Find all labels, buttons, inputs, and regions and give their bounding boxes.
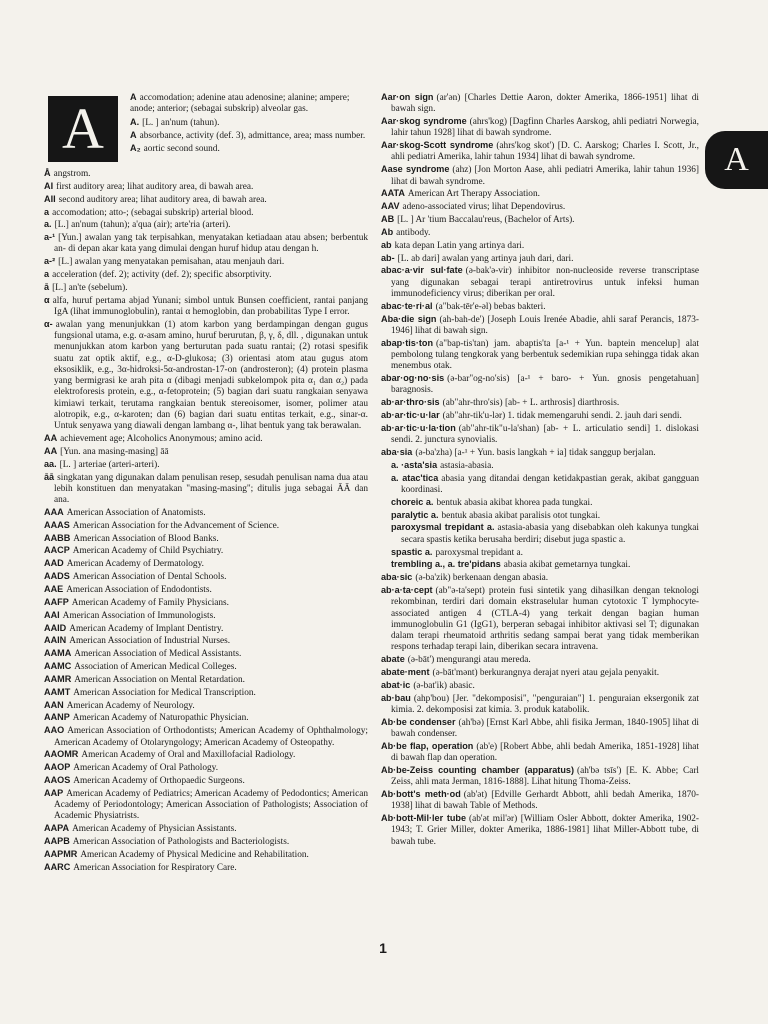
entry-headword: AAMT [44,686,71,697]
entry-definition: abasia yang ditandai dengan ketidakpastian gerak, akibat gangguan koordinasi. [401,473,699,495]
entry-headword: AABB [44,532,71,543]
entry-headword: AAIN [44,635,67,646]
entry-headword: AA [44,445,58,456]
dictionary-entry [381,116,699,140]
entry-headword: AADS [44,571,70,582]
entry-headword: trembling a., a. tre'pidans [391,559,501,570]
entry-headword: A [130,92,137,102]
dictionary-entry [44,194,368,206]
dictionary-entry [44,700,368,712]
dictionary-entry [381,654,699,666]
dictionary-entry [381,397,699,409]
entry-definition: alfa, huruf pertama abjad Yunani; simbol untuk Bunsen coefficient, rantai panjang IgA (lihat immunoglobulin), rantai α hemoglobin, dan probabilitas Type I error. [52,295,368,318]
entry-headword: abac·te·ri·al [381,300,433,311]
section-letter-block: A [48,96,118,162]
entry-headword: Ab [381,226,394,237]
dictionary-entry [391,497,699,509]
entry-headword: AATA [381,188,405,199]
dictionary-entry [44,635,368,647]
entry-headword: aba·sia [381,446,413,457]
dictionary-entry [381,140,699,164]
entry-definition: [L.] awalan yang menyatakan pemisahan, atau menjauh dari. [58,257,285,268]
entry-definition: paroxysmal trepidant a. [435,547,523,558]
dictionary-entry [381,314,699,338]
entry-definition: (ab"ahr-thro'sis) [ab- + L. arthrosis] diarthrosis. [442,398,620,409]
dictionary-entry [381,741,699,765]
entry-headword: A. [130,116,140,127]
entry-definition: (ə-bar"og-no'sis) [a-¹ + baro- + Yun. gnosis pengetahuan] baragnosis. [391,374,699,396]
dictionary-entry [44,788,368,823]
dictionary-entry [381,265,699,300]
dictionary-entry [44,862,368,874]
entry-headword: ab·ar·tic·u·lar [381,410,440,420]
dictionary-entry [381,693,699,717]
entry-headword: Aba·die sign [381,313,437,324]
entry-definition: singkatan yang digunakan dalam penulisan resep, sesudah penulisan nama dua atau lebih konstituen dan menyatakan "masing-masing"; ditulis juga sebagai ĀĀ dan ana. [54,472,368,506]
dictionary-entry [381,227,699,239]
dictionary-entry [44,319,368,433]
entry-definition: awalan yang menunjukkan (1) atom karbon yang berdampingan dengan gugus fungsional utama, e.g. α-asam amino, huruf berurutan, β, γ, δ, dll. , digunakan untuk menunjukkan atom karbon yang berturutan pada suatu rantai; (2) rotasi spesifik suatu zat optik aktif, e.g., α-D-glukosa; (3) orientasi atom atau gugus atom eksosiklik, e.g., 3α-hidroksi-5α-androstan-17-on (androsteron); (4) protein plasma yang bermigrasi ke arah pita α (dibagi menjadi subkelompok pita α₁ dan α₂) pada elektroforesis protein, e.g., α-fetoprotein; (5) bagian dari suatu rangkaian senyawa kimiawi terkait, terutama rangkaian bentuk stereoisomer, isomer, polimer atau alotropik, e.g., α-karoten; dan (6) bagian dari suatu entitas terkait, e.g., sinar-α. Untuk senyawa yang diawali dengan lambang α-, lihat bentuk yang tak berawalan. [54,319,368,432]
dictionary-entry [44,648,368,660]
dictionary-entry [391,473,699,497]
dictionary-entry [44,610,368,622]
entry-headword: AAI [44,609,60,620]
dictionary-entry [381,214,699,226]
entry-headword: AANP [44,712,70,723]
dictionary-entry [44,849,368,861]
entry-headword: AAAS [44,519,70,530]
entry-definition: American Academy of Implant Dentistry. [69,623,224,634]
entry-definition: (ahrs'kog skot') [D. C. Aarskog; Charles I. Scott, Jr., ahli pediatri Amerika, lahir tahun 1934] lihat di bawah syndrome. [391,141,699,163]
entry-headword: AAMC [44,661,72,672]
entry-headword: āā [44,471,55,482]
dictionary-entry [44,725,368,749]
entry-definition: American Academy of Orthopaedic Surgeons. [73,776,245,787]
entry-definition: American Academy of Naturopathic Physician. [72,713,249,724]
entry-definition: astasia-abasia yang disebabkan oleh kakunya tungkai secara spastis ketika berusaha berdiri; disebut juga spastic a. [401,523,700,545]
entry-headword: a. atac'tica [391,472,439,483]
entry-definition: acceleration (def. 2); activity (def. 2); specific absorptivity. [52,270,272,281]
dictionary-entry [44,571,368,583]
dictionary-entry [44,674,368,686]
entry-definition: accomodation; adenine atau adenosine; alanine; ampere; anode; anterior; (sebagai subskrip) alveolar gas. [130,93,350,115]
entry-definition: American Association of Anatomists. [66,507,206,518]
entry-headword: AAPA [44,823,70,834]
entry-headword: Ab·be flap, operation [381,740,474,751]
entry-definition: [L.] an'num (tahun); a'qua (air); arte'ria (arteri). [54,220,231,231]
dictionary-entry [381,789,699,813]
dictionary-entry [44,459,368,471]
entry-headword: AAOP [44,762,71,773]
entry-headword: Ab·be condenser [381,716,456,727]
dictionary-entry [44,762,368,774]
right-column [381,92,699,848]
dictionary-entry [44,207,368,219]
entry-definition: astasia-abasia. [440,460,494,471]
entry-definition: American Association of Endodontists. [66,584,212,595]
dictionary-entry [381,667,699,679]
dictionary-entry [44,219,368,231]
entry-headword: ab·ar·tic·u·la·tion [381,422,456,433]
entry-definition: American Association for the Advancement of Science. [72,520,280,531]
entry-headword: AAN [44,699,64,710]
entry-definition: (ab"ahr-tik"u-la'shan) [ab- + L. articulatio sendi] 1. dislokasi sendi. 2. junctura synovialis. [391,423,699,446]
dictionary-entry [381,373,699,397]
entry-definition: (ab'ət mil'ər) [William Osler Abbott, dokter Amerika, 1902-1943; T. Grier Miller, dokter Amerika, 1886-1981] lihat Miller-Abbott tube, di bawah tube. [391,814,699,847]
dictionary-entry [381,164,699,188]
entry-definition: American Academy of Physical Medicine and Rehabilitation. [80,849,309,860]
entry-definition: first auditory area; lihat auditory area, di bawah area. [56,181,254,192]
dictionary-entry [44,712,368,724]
entry-headword: α- [44,318,53,329]
entry-headword: Ab·bott-Mil·ler tube [381,813,467,824]
entry-definition: abasia akibat gemetarnya tungkai. [503,560,631,571]
dictionary-entry [391,559,699,571]
dictionary-entry [44,597,368,609]
dictionary-entry [391,510,699,522]
entry-headword: paralytic a. [391,509,439,520]
entry-definition: (ahz) [Jon Morton Aase, ahli pediatri Amerika, lahir tahun 1936] lihat di bawah syndrome. [391,165,699,187]
entry-headword: α [44,294,50,305]
entry-definition: American Association of Pathologists and Bacteriologists. [72,837,290,848]
dictionary-entry [44,520,368,532]
dictionary-entry [44,558,368,570]
dictionary-entry [44,836,368,848]
entry-headword: abac·a·vir sul·fate [381,265,463,276]
dictionary-entry [44,533,368,545]
entry-definition: American Association for Medical Transcription. [73,687,256,698]
entry-definition: American Association of Medical Assistants. [74,649,242,660]
entry-definition: accomodation; atto-; (sebagai subskrip) arterial blood. [52,207,254,218]
entry-definition: (ah'bə) [Ernst Karl Abbe, ahli fisika Jerman, 1840-1905] lihat di bawah condenser. [391,717,699,739]
dictionary-entry [44,168,368,180]
dictionary-entry [381,423,699,447]
entry-headword: AARC [44,861,71,872]
entry-headword: a [44,269,50,280]
entry-definition: American Art Therapy Association. [407,189,540,200]
entry-headword: AAPB [44,836,70,847]
entry-definition: (ə-ba'zha) [a-¹ + Yun. basis langkah + ia] tidak sanggup berjalan. [415,447,656,458]
dictionary-entry [44,181,368,193]
entry-definition: (ə-bāt') mengurangi atau mereda. [407,655,531,666]
entry-headword: Aase syndrome [381,164,450,175]
dictionary-entry [44,282,368,294]
dictionary-entry [391,547,699,559]
entry-definition: adeno-associated virus; lihat Dependovirus. [402,202,566,213]
entry-definition: (ab"ə-ta'sept) protein fusi sintetik yang dihasilkan dengan teknologi rekombinan, terdiri dari domain ekstraselular human cytotoxic T lymphocyte-associated antigen 4 (CTLA-4) yang terkait dengan bagian human immunoglobulin G1 (IgG1), berperan sebagai inhibitor aktivasi sel T; digunakan dalam terapi rheumatoid arthritis sedang sampai berat yang tidak memberikan respons terhadap terapi lain, diberikan secara intravena. [391,586,699,653]
entry-headword: spastic a. [391,546,433,557]
dictionary-entry [44,584,368,596]
dictionary-entry [381,585,699,654]
entry-headword: AAP [44,787,64,798]
entry-definition: [L.] an'te (sebelum). [52,283,128,293]
entry-headword: paroxysmal trepidant a. [391,522,495,533]
entry-headword: ab [381,239,392,250]
dictionary-entry [381,813,699,848]
entry-definition: American Academy of Oral and Maxillofacial Radiology. [81,750,296,761]
entry-headword: ab·ar·thro·sis [381,397,440,408]
page-number: 1 [379,940,387,956]
right-entry-list [381,92,699,848]
entry-definition: (ə-bat'ik) abasic. [413,680,475,691]
entry-headword: AAOMR [44,749,79,760]
entry-definition: American Association of Dental Schools. [72,572,227,583]
entry-headword: Ab·be-Zeiss counting chamber (apparatus) [381,764,574,775]
entry-definition: American Association of Orthodontists; American Academy of Ophthalmology; American Academy of Otolaryngology; American Academy of Osteopathy. [54,726,368,748]
entry-definition: American Academy of Family Physicians. [71,597,230,608]
entry-headword: A [130,129,137,140]
dictionary-entry [381,680,699,692]
entry-headword: abat·ic [381,679,411,690]
entry-headword: abap·tis·ton [381,337,434,348]
entry-definition: [L. ] Ar 'tium Baccalau'reus, (Bachelor of Arts). [397,215,575,226]
entry-headword: AAFP [44,596,69,607]
dictionary-entry [381,338,699,373]
entry-headword: choreic a. [391,496,434,507]
entry-definition: American Academy of Neurology. [66,700,195,711]
entry-definition: absorbance, activity (def. 3), admittance, area; mass number. [139,130,366,141]
entry-definition: [L. ab dari] awalan yang artinya jauh dari, dari. [397,253,574,264]
dictionary-entry [381,765,699,789]
entry-headword: a-² [44,256,56,267]
entry-headword: a. [44,219,52,230]
entry-headword: ab·a·ta·cept [381,585,433,596]
entry-definition: aortic second sound. [143,144,220,154]
entry-definition: American Association of Blood Banks. [73,533,219,544]
entry-definition: (ab'e) [Robert Abbe, ahli bedah Amerika, 1851-1928] lihat di bawah flap dan operation. [391,741,700,764]
entry-definition: (ə-ba'zik) berkenaan dengan abasia. [415,573,549,584]
entry-definition: (ah-bah-de') [Joseph Louis Irenée Abadie, ahli saraf Perancis, 1873-1946] lihat di bawah sign. [391,314,699,336]
entry-definition: [Yun. ana masing-masing] āā [60,446,169,457]
entry-headword: Aar·skog-Scott syndrome [381,140,494,151]
entry-headword: AAE [44,583,64,594]
dictionary-entry [44,687,368,699]
dictionary-entry [381,301,699,313]
dictionary-entry [44,749,368,761]
entry-headword: Å [44,168,51,178]
dictionary-entry [391,522,699,546]
entry-definition: [L. ] arteriae (arteri-arteri). [59,459,160,470]
dictionary-entry [44,433,368,445]
dictionary-entry [381,410,699,422]
entry-headword: AAO [44,725,65,736]
entry-headword: Ab·bott's meth·od [381,789,461,800]
dictionary-entry [381,92,699,116]
entry-definition: angstrom. [53,169,91,179]
dictionary-entry [44,446,368,458]
entry-definition: bentuk abasia akibat khorea pada tungkai. [436,497,593,508]
entry-headword: ab·bau [381,692,411,703]
entry-definition: (ab"ahr-tik'u-lər) 1. tidak memengaruhi sendi. 2. jauh dari sendi. [442,411,682,421]
entry-definition: American Academy of Dermatology. [66,559,204,570]
left-entry-list [44,168,368,874]
entry-headword: AB [381,214,395,225]
entry-definition: second auditory area; lihat auditory area, di bawah area. [58,194,267,205]
entry-definition: (ah'bə tsīs') [E. K. Abbe; Carl Zeiss, ahli mata Jerman, 1816-1888]. Lihat hitung Thoma-Zeiss. [391,765,700,788]
dictionary-entry [44,256,368,268]
entry-definition: Association of American Medical Colleges. [74,662,237,673]
entry-headword: Aar·on sign [381,92,434,102]
dictionary-entry [44,823,368,835]
entry-headword: AACP [44,545,70,556]
dictionary-entry [381,253,699,265]
entry-headword: a. ·asta'sia [391,459,438,470]
entry-headword: a [44,206,50,217]
entry-definition: (ahrs'kog) [Dagfinn Charles Aarskog, ahli pediatri Norwegia, lahir tahun 1928] lihat di bawah syndrome. [391,117,699,139]
entry-headword: abate·ment [381,666,430,677]
entry-headword: ab- [381,252,395,263]
entry-definition: American Academy of Oral Pathology. [73,763,219,774]
entry-headword: AAMA [44,648,72,659]
entry-definition: American Association of Immunologists. [62,610,216,621]
entry-definition: (ar'ən) [Charles Dettie Aaron, dokter Amerika, 1866-1951] lihat di bawah sign. [391,93,700,115]
thumb-index-tab: A [705,131,768,189]
dictionary-entry [381,447,699,459]
entry-definition: (a"bak-tēr'e-əl) bebas bakteri. [435,301,546,312]
entry-definition: American Academy of Pediatrics; American Academy of Pedodontics; American Academy of Periodontology; American Association of Pathologists; Association of Academic Physiatrists. [54,788,368,822]
entry-headword: AAMR [44,673,72,684]
entry-headword: aba·sic [381,572,413,583]
entry-definition: American Academy of Child Psychiatry. [72,546,224,557]
dictionary-entry [381,201,699,213]
entry-definition: American Association for Respiratory Care. [73,862,237,873]
entry-definition: (ab'ət) [Edville Gerhardt Abbott, ahli bedah Amerika, 1870-1938] lihat di bawah Table of Methods. [391,790,699,812]
entry-headword: aa. [44,458,57,469]
entry-definition: American Association on Mental Retardation. [74,674,245,685]
entry-definition: American Association of Industrial Nurses. [69,636,231,647]
entry-headword: AAV [381,201,400,212]
entry-headword: A₂ [130,143,141,153]
dictionary-entry [44,545,368,557]
dictionary-entry [381,572,699,584]
entry-definition: American Academy of Physician Assistants. [72,824,237,835]
entry-headword: AA [44,433,58,444]
dictionary-entry [381,717,699,741]
entry-headword: AAD [44,558,64,569]
dictionary-entry [391,460,699,472]
left-column [44,92,368,875]
dictionary-entry [44,507,368,519]
entry-headword: Aar·skog syndrome [381,116,467,127]
dictionary-entry [44,269,368,281]
dictionary-entry [44,623,368,635]
entry-definition: antibody. [396,227,431,238]
entry-headword: AI [44,180,54,191]
entry-headword: AII [44,193,56,204]
entry-definition: (ahp'bou) [Jer. "dekomposisi", "penguraian"] 1. penguraian eksergonik zat kimia. 2. dekomposisi zat kimia. 3. produk katabolik. [391,693,699,715]
entry-headword: AAA [44,506,64,517]
entry-headword: AAPMR [44,848,78,859]
entry-definition: (ə-bāt'mənt) berkurangnya derajat nyeri atau gejala penyakit. [432,667,660,678]
dictionary-entry [44,775,368,787]
entry-headword: AAID [44,622,67,633]
entry-headword: abate [381,654,405,665]
entry-definition: [Yun.] awalan yang tak terpisahkan, menyatakan ketiadaan atau absen; berbentuk an- di depan akar kata yang dimulai dengan huruf hidup atau dengan h. [54,233,368,255]
dictionary-entry [381,188,699,200]
entry-headword: a-¹ [44,232,56,243]
entry-definition: bentuk abasia akibat paralisis otot tungkai. [441,510,601,521]
dictionary-entry [44,472,368,507]
entry-headword: abar·og·no·sis [381,373,445,384]
entry-headword: AAOS [44,775,71,786]
entry-definition: (a"bap-tis'tan) jam. abaptis'ta [a-¹ + Yun. baptein mencelup] alat pembolong tulang tengkorak yang berbentuk sedemikian rupa sehingga tidak akan menembus otak. [391,338,699,372]
dictionary-entry [44,661,368,673]
entry-definition: [L. ] an'num (tahun). [142,117,220,128]
entry-definition: (ə-bak'ə-vir) inhibitor non-nucleoside reverse transcriptase yang digunakan sebagai terapi antiretrovirus untuk infeksi human immunodeficiency virus; diberikan per oral. [391,266,699,299]
dictionary-entry [381,240,699,252]
entry-headword: ā [44,282,50,292]
dictionary-entry [44,295,368,319]
entry-definition: achievement age; Alcoholics Anonymous; amino acid. [60,434,263,445]
dictionary-entry [44,232,368,256]
entry-definition: kata depan Latin yang artinya dari. [394,240,525,251]
